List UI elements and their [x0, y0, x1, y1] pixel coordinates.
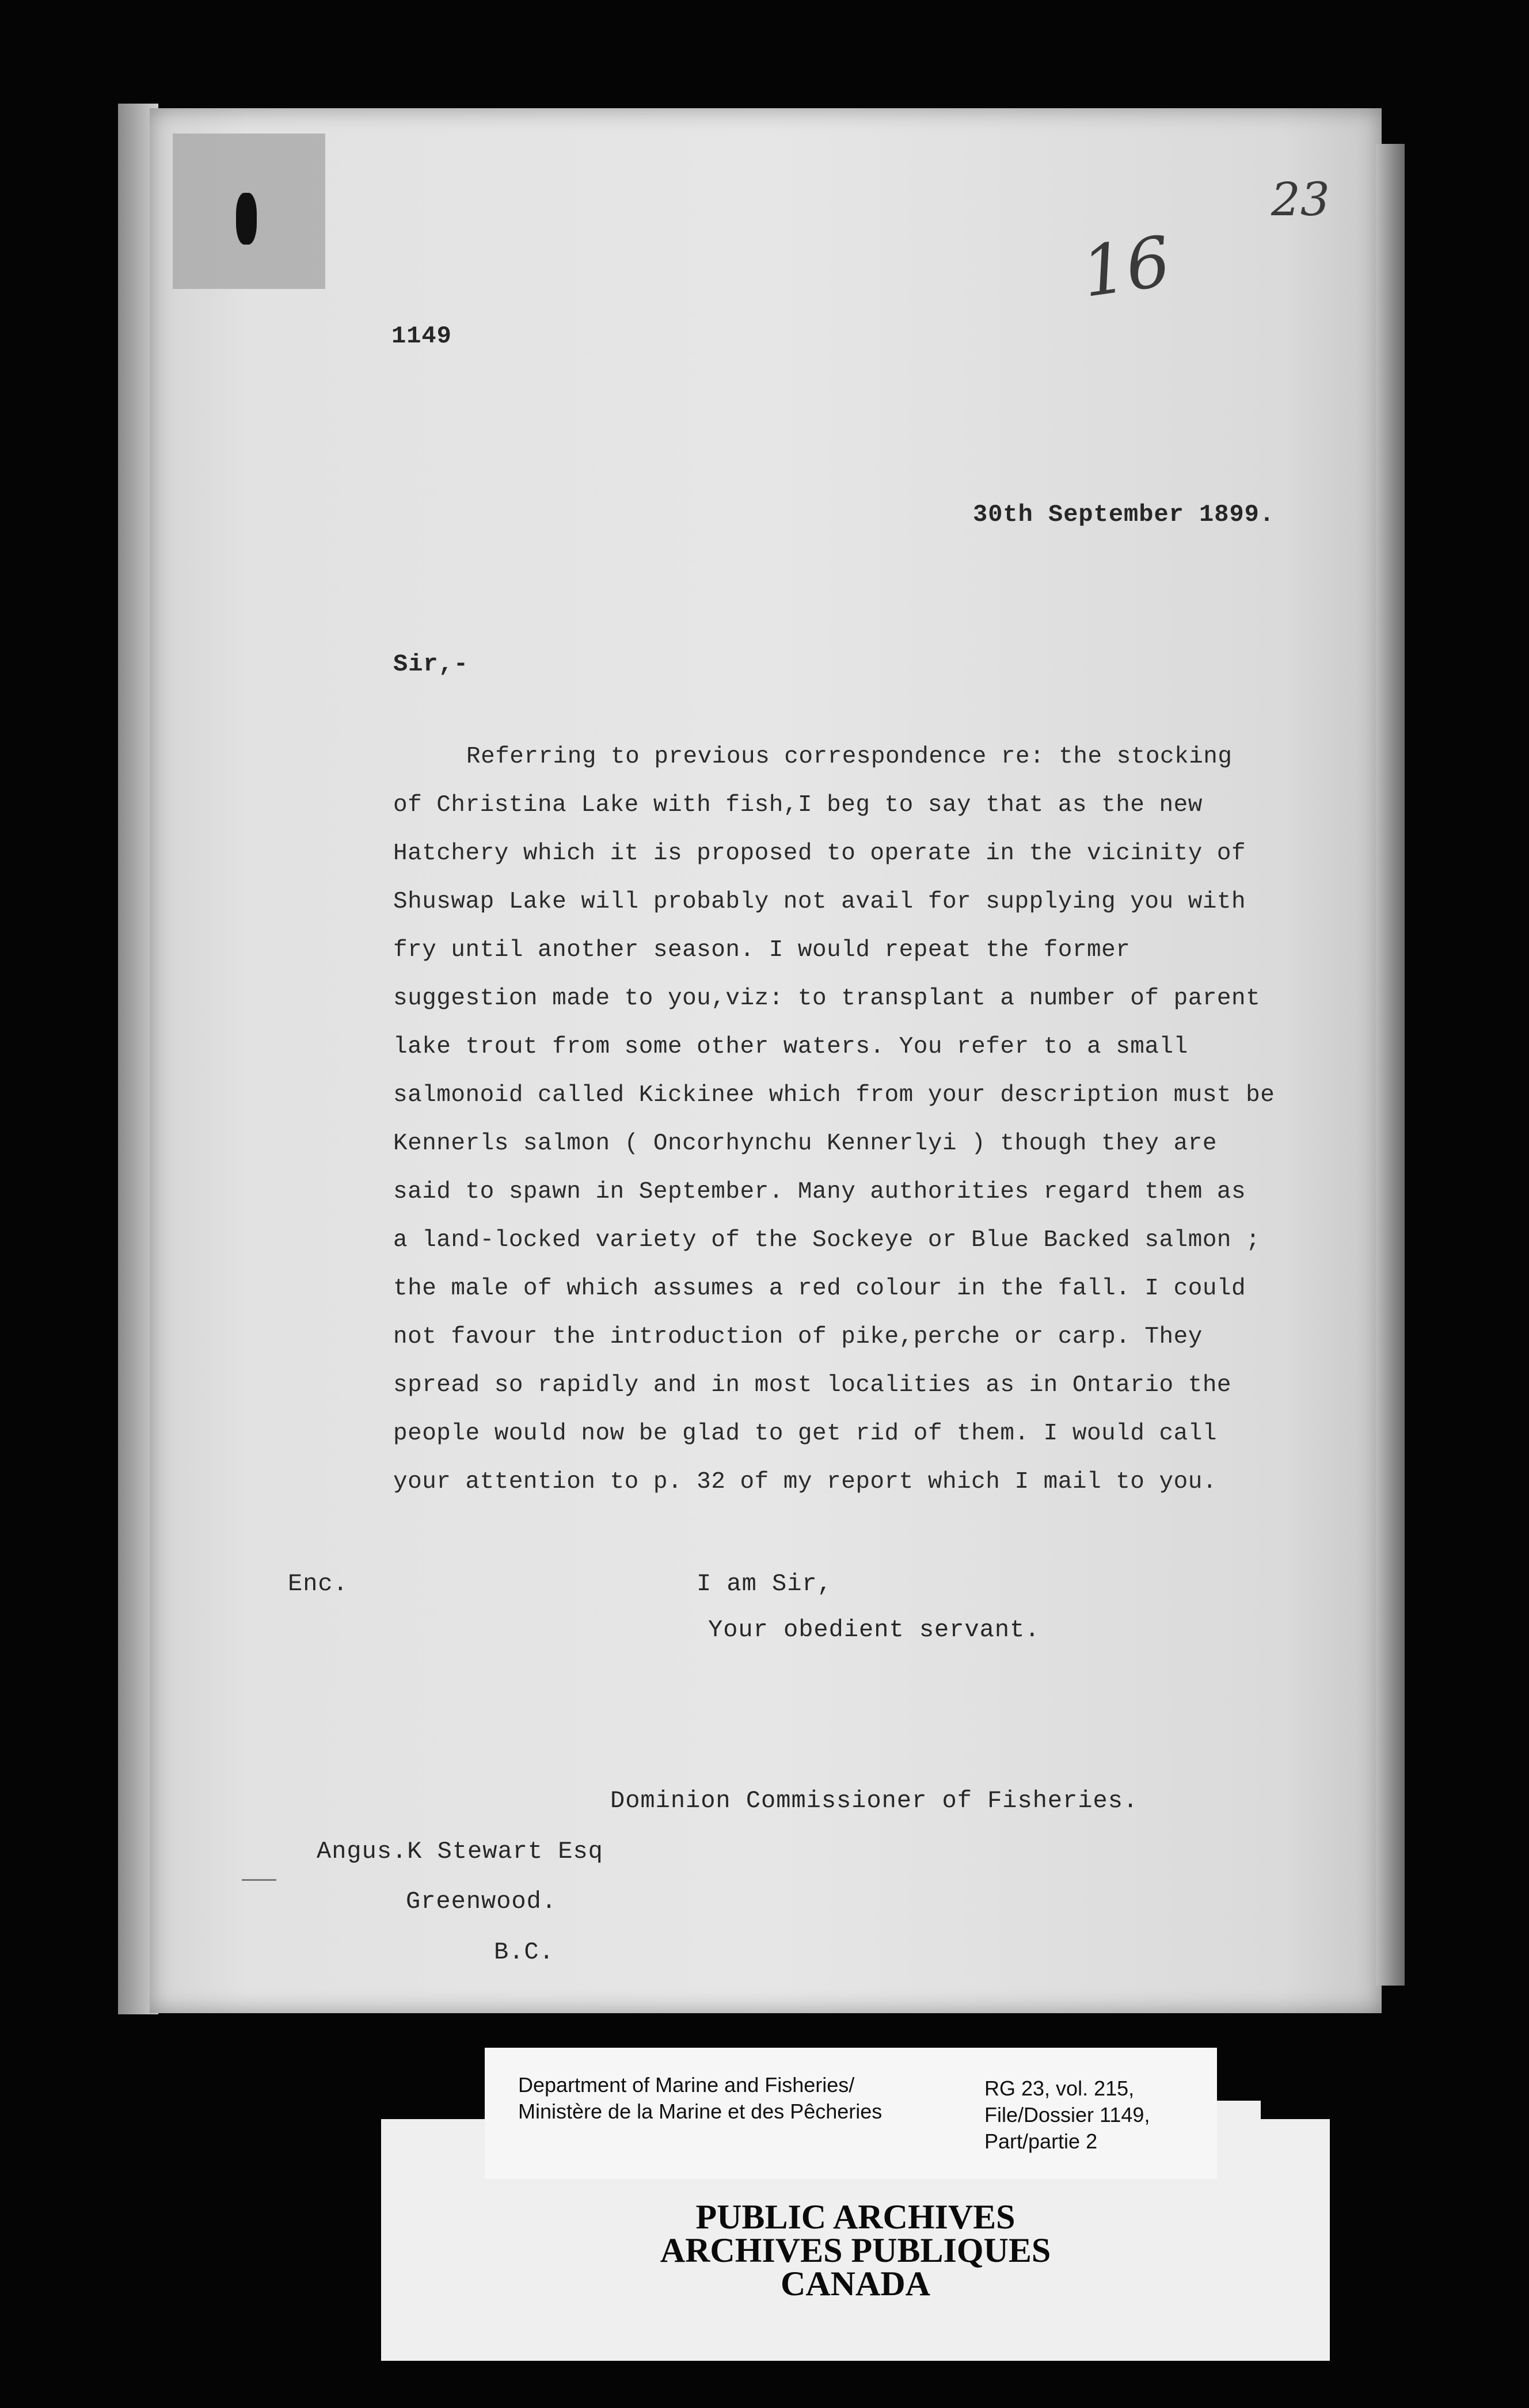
body-line: not favour the introduction of pike,perche or carp. They: [393, 1324, 1203, 1350]
page-shadow-right: [1376, 144, 1405, 1986]
corner-page-number: 23: [1271, 173, 1330, 226]
department-french: Ministère de la Marine et des Pêcheries: [518, 2100, 883, 2123]
body-line: fry until another season. I would repeat the former: [393, 937, 1131, 963]
letter-date: 30th September 1899.: [973, 501, 1275, 528]
addressee-name: Angus.K Stewart Esq: [317, 1838, 603, 1865]
archive-stamp-line: ARCHIVES PUBLIQUES: [660, 2231, 1051, 2269]
body-line: said to spawn in September. Many authorities regard them as: [393, 1179, 1246, 1205]
addressee-city: Greenwood.: [406, 1888, 557, 1915]
body-line: Hatchery which it is proposed to operate in the vicinity of: [393, 840, 1246, 867]
handwritten-mark: 16: [1077, 222, 1176, 313]
archive-stamp-line: CANADA: [781, 2265, 930, 2303]
reference-record-group: RG 23, vol. 215,: [984, 2076, 1135, 2100]
enclosure-note: Enc.: [288, 1570, 348, 1598]
closing-line: I am Sir,: [697, 1570, 832, 1598]
department-english: Department of Marine and Fisheries/: [518, 2073, 855, 2097]
body-line: salmonoid called Kickinee which from your description must be: [393, 1082, 1275, 1108]
closing-servant: Your obedient servant.: [708, 1616, 1040, 1644]
body-line: your attention to p. 32 of my report which I mail to you.: [393, 1469, 1217, 1495]
body-line: the male of which assumes a red colour in the fall. I could: [393, 1275, 1246, 1302]
salutation: Sir,-: [393, 650, 469, 678]
body-line: suggestion made to you,viz: to transplant a number of parent: [393, 985, 1261, 1012]
body-line: spread so rapidly and in most localities as in Ontario the: [393, 1372, 1232, 1399]
pin-hole-mark: [236, 193, 257, 245]
margin-dash: [242, 1879, 276, 1881]
reference-part: Part/partie 2: [984, 2129, 1098, 2153]
reference-file: File/Dossier 1149,: [984, 2103, 1150, 2127]
file-number: 1149: [391, 322, 452, 350]
addressee-province: B.C.: [494, 1938, 554, 1966]
archive-reference-label: [485, 2048, 1217, 2179]
body-line: lake trout from some other waters. You refer to a small: [393, 1034, 1188, 1060]
signature-title: Dominion Commissioner of Fisheries.: [610, 1787, 1139, 1815]
body-line: Shuswap Lake will probably not avail for supplying you with: [393, 889, 1246, 915]
letter-page: [150, 108, 1382, 2013]
body-line: Referring to previous correspondence re: the stocking: [466, 744, 1233, 770]
body-line: a land-locked variety of the Sockeye or Blue Backed salmon ;: [393, 1227, 1261, 1253]
body-line: of Christina Lake with fish,I beg to say that as the new: [393, 792, 1203, 818]
archive-stamp-line: PUBLIC ARCHIVES: [695, 2198, 1015, 2236]
body-line: people would now be glad to get rid of them. I would call: [393, 1420, 1217, 1447]
body-line: Kennerls salmon ( Oncorhynchu Kennerlyi ) though they are: [393, 1130, 1217, 1157]
